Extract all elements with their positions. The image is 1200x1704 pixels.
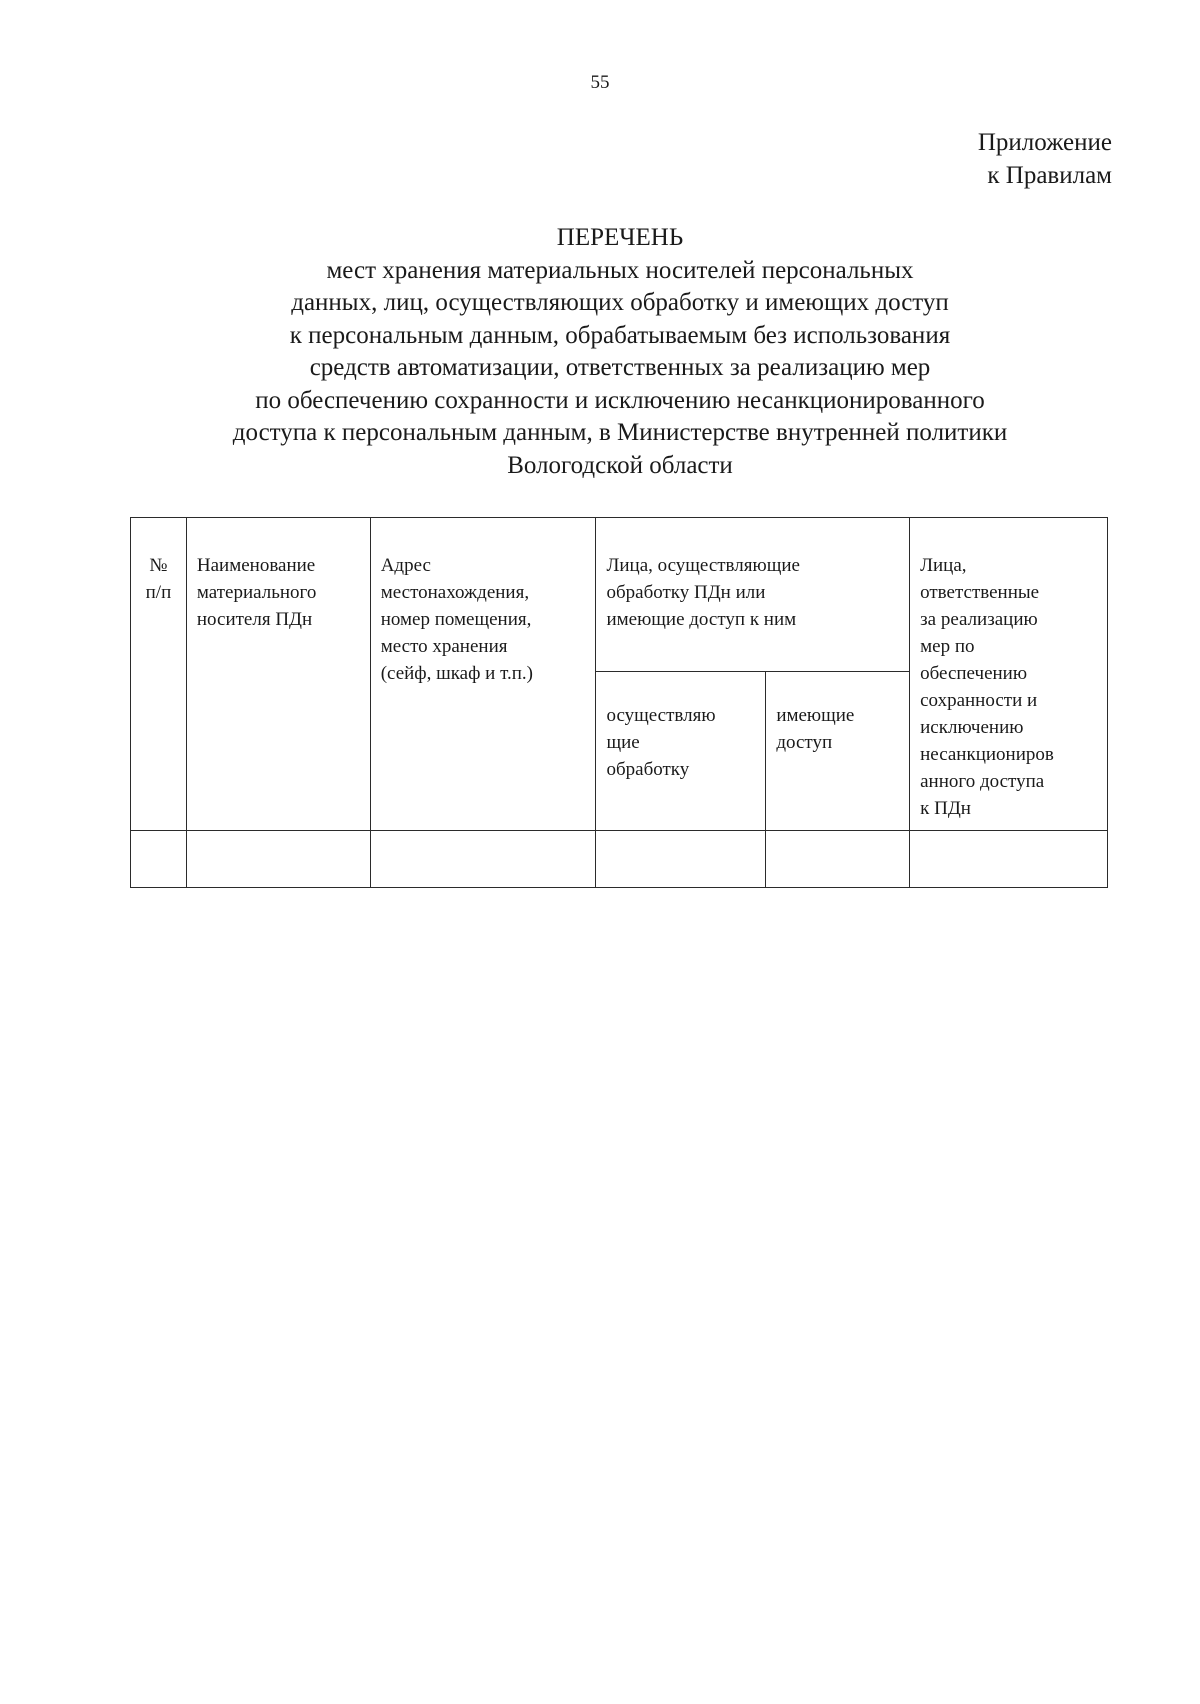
header-carrier-line: материального [196, 582, 317, 603]
storage-places-table [130, 517, 1108, 888]
header-responsible-line: мер по [920, 636, 975, 657]
subtitle-line: средств автоматизации, ответственных за реализацию мер [309, 354, 931, 381]
header-location [370, 518, 596, 831]
header-number-line: № [149, 555, 168, 576]
subtitle-line: мест хранения материальных носителей персональных [326, 256, 914, 284]
header-access-line: имеющие [776, 704, 855, 726]
subtitle-line: по обеспечению сохранности и исключению несанкционированного [255, 386, 985, 414]
header-location-line: Адрес [380, 555, 431, 576]
document-heading [120, 222, 1120, 482]
appendix-line-1: Приложение [977, 129, 1112, 156]
header-carrier-line: носителя ПДн [196, 609, 313, 630]
header-location-line: (сейф, шкаф и т.п.) [380, 663, 533, 684]
table-cell [131, 831, 187, 888]
header-persons-line: Лица, осуществляющие [606, 555, 800, 576]
page-number: 55 [590, 72, 610, 93]
header-persons-line: обработку ПДн или [606, 582, 766, 603]
header-processing-line: обработку [606, 758, 690, 780]
table-row [131, 831, 1108, 888]
header-responsible-line: сохранности и [920, 690, 1038, 711]
subtitle-line: данных, лиц, осуществляющих обработку и имеющих доступ [291, 289, 949, 316]
header-responsible-line: ответственные [920, 582, 1040, 603]
table-cell [596, 831, 766, 888]
appendix-line-2: к Правилам [987, 162, 1112, 189]
header-carrier-name [186, 518, 370, 831]
header-persons-group [596, 518, 910, 672]
header-location-line: место хранения [380, 636, 508, 657]
subtitle-line: к персональным данным, обрабатываемым без использования [289, 321, 951, 349]
header-location-line: местонахождения, [380, 582, 530, 603]
subtitle-line: Вологодской области [507, 451, 733, 479]
header-carrier-line: Наименование [196, 555, 316, 576]
header-responsible-line: к ПДн [920, 798, 971, 819]
table-cell [370, 831, 596, 888]
header-responsible-line: за реализацию [920, 609, 1038, 630]
appendix-note [978, 126, 1112, 192]
table-cell [910, 831, 1108, 888]
header-responsible [910, 518, 1108, 831]
header-number-line: п/п [145, 582, 172, 603]
header-processing-line: осуществляю [606, 704, 716, 726]
header-persons-line: имеющие доступ к ним [606, 609, 797, 630]
table-cell [766, 831, 910, 888]
header-processing [596, 671, 766, 830]
header-processing-line: щие [606, 731, 640, 753]
header-access-line: доступ [776, 731, 833, 753]
header-location-line: номер помещения, [380, 609, 532, 630]
header-number [131, 518, 187, 831]
table-cell [186, 831, 370, 888]
subtitle-line: доступа к персональным данным, в Министерстве внутренней политики [232, 419, 1008, 446]
document-title: ПЕРЕЧЕНЬ [556, 224, 684, 251]
header-responsible-line: обеспечению [920, 663, 1028, 684]
header-access [766, 671, 910, 830]
header-responsible-line: исключению [920, 717, 1024, 738]
header-responsible-line: Лица, [920, 555, 967, 576]
header-responsible-line: анного доступа [920, 771, 1045, 792]
header-responsible-line: несанкциониров [920, 744, 1054, 765]
